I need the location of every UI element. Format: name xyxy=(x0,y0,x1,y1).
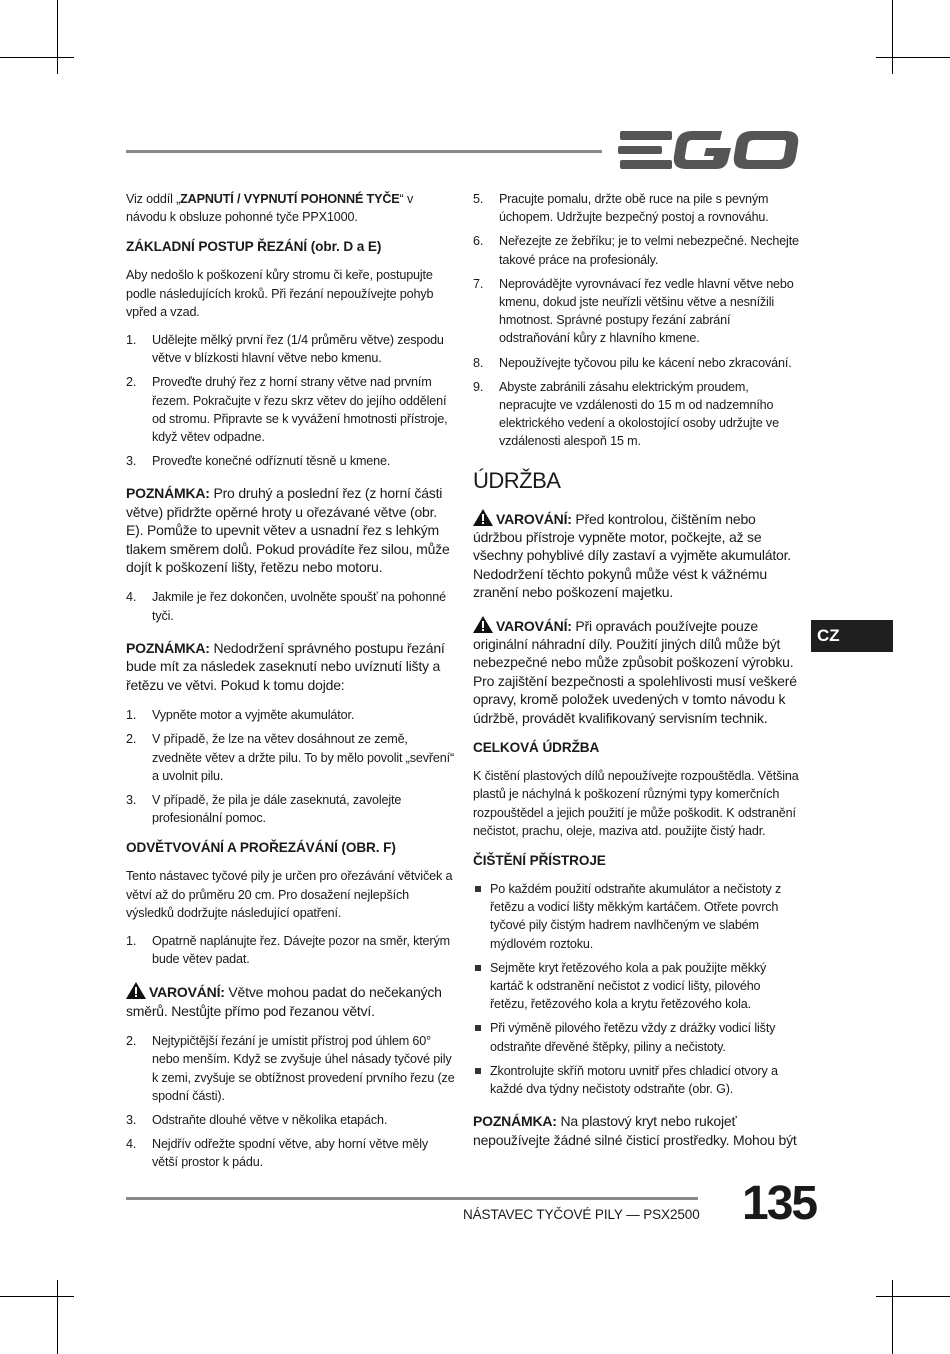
left-column xyxy=(126,190,456,1182)
warning-icon xyxy=(126,982,146,999)
list-item: 3. Proveďte konečné odříznutí těsně u kmene. xyxy=(126,454,391,469)
list-item: 4. Nejdřív odřežte spodní větve, aby horní větve měly větší prostor k pádu. xyxy=(126,1137,429,1170)
cleaning-list xyxy=(473,880,799,1098)
intro-paragraph: Viz oddíl „ZAPNUTÍ / VYPNUTÍ POHONNÉ TYČE“ v návodu k obsluze pohonné tyče PPX1000. xyxy=(126,192,414,225)
list-item: Sejměte kryt řetězového kola a pak použijte měkký kartáč k odstranění nečistot z vodicí lišty, pilového řetězu, řetězového kola a krytu řetězového kola. xyxy=(473,959,799,1014)
list-item: 7. Neprovádějte vyrovnávací řez vedle hlavní větve nebo kmenu, dokud jste neuřízli většinu větve a nesnížili hmotnost. Správné postupy řezání zabrání odstraňování kůry z hlavního kmene. xyxy=(473,276,794,346)
right-column xyxy=(473,190,799,1161)
bullet-square-icon xyxy=(475,965,481,971)
list-item: 3. Odstraňte dlouhé větve v několika etapách. xyxy=(126,1112,388,1127)
continued-steps-list xyxy=(473,190,799,451)
pruning-step1-list xyxy=(126,932,456,968)
list-item: 2. Proveďte druhý řez z horní strany větve nad prvním řezem. Pokračujte v řezu skrz větev do jejího oddělení od stromu. Připravte se k vyvážení hmotnosti přístroje, když větev odpadne. xyxy=(126,375,448,445)
list-item: 6. Neřezejte ze žebříku; je to velmi nebezpečné. Nechejte takové práce na profesionály. xyxy=(473,234,799,267)
bullet-square-icon xyxy=(475,1025,481,1031)
crop-mark xyxy=(876,1296,950,1297)
stuck-steps-list xyxy=(126,706,456,827)
warning-paragraph: VAROVÁNÍ: Větve mohou padat do nečekaných směrů. Nestůjte přímo pod řezanou větví. xyxy=(126,984,442,1019)
crop-mark xyxy=(892,0,893,74)
crop-mark xyxy=(57,1280,58,1354)
list-item: 1. Opatrně naplánujte řez. Dávejte pozor na směr, kterým bude větev padat. xyxy=(126,933,450,967)
list-item: 2. V případě, že lze na větev dosáhnout ze země, zvedněte větev a držte pilu. To by mělo povolit „sevření“ a uvolnit pilu. xyxy=(126,732,455,783)
page-number: 135 xyxy=(742,1177,817,1230)
pruning-paragraph: Tento nástavec tyčové pily je určen pro ořezávání větviček a větví až do průměru 20 cm. Pro dosažení nejlepších výsledků dodržujte následující opatření. xyxy=(126,869,453,920)
list-item: 1. Udělejte mělký první řez (1/4 průměru větve) zespodu větve v blízkosti hlavní větve nebo kmenu. xyxy=(126,333,444,366)
list-item: Zkontrolujte skříň motoru uvnitř přes chladicí otvory a každé dva týdny nečistoty odstraňte (obr. G). xyxy=(473,1062,799,1098)
crop-mark xyxy=(0,57,74,58)
crop-mark xyxy=(0,1296,74,1297)
list-item: Po každém použití odstraňte akumulátor a nečistoty z řetězu a vodicí lišty měkkým kartáčem. Otřete povrch tyčové pily čistým hadrem navlhčeným ve slabém mýdlovém roztoku. xyxy=(473,880,799,953)
crop-mark xyxy=(876,57,950,58)
warning-icon xyxy=(473,509,493,526)
list-item: 9. Abyste zabránili zásahu elektrickým proudem, nepracujte ve vzdálenosti do 15 m od nadzemního elektrického vedení a okolostojící osoby udržujte ve vzdálenosti alespoň 15 m. xyxy=(473,379,779,449)
footer-rule xyxy=(126,1197,698,1200)
pruning-steps-list xyxy=(126,1032,456,1171)
bullet-square-icon xyxy=(475,1068,481,1074)
note-paragraph: POZNÁMKA: Pro druhý a poslední řez (z horní části větve) přidržte opěrné hroty u ořezávané větve (obr. E). Pomůže to upevnit větev a usnadní řez s lehkým tlakem směrem dolů. Pokud provádíte řez silou, může dojít k poškození lišty, řetězu nebo motoru. xyxy=(126,485,450,576)
cleaning-heading: ČIŠTĚNÍ PŘÍSTROJE xyxy=(473,852,606,868)
header-rule xyxy=(126,150,602,153)
general-maintenance-paragraph: K čistění plastových dílů nepoužívejte rozpouštědla. Většina plastů je náchylná k poškození různými typy komerčních rozpouštědel a jejich použití je může poškodit. K odstranění nečistot, prachu, oleje, maziva atd. použijte čistý hadr. xyxy=(473,769,799,838)
maintenance-heading: ÚDRŽBA xyxy=(473,467,561,493)
list-item: Při výměně pilového řetězu vždy z drážky vodicí lišty odstraňte dřevěné štěpky, piliny a nečistoty. xyxy=(473,1019,799,1055)
list-item: 5. Pracujte pomalu, držte obě ruce na pile s pevným úchopem. Udržujte bezpečný postoj a rovnováhu. xyxy=(473,192,769,225)
crop-mark xyxy=(892,1280,893,1354)
language-tab: CZ xyxy=(811,620,893,652)
list-item: 3. V případě, že pila je dále zaseknutá, zavolejte profesionální pomoc. xyxy=(126,792,402,826)
step4-list xyxy=(126,588,456,624)
list-item: 8. Nepoužívejte tyčovou pilu ke kácení nebo zkracování. xyxy=(473,355,792,370)
basic-cutting-paragraph: Aby nedošlo k poškození kůry stromu či keře, postupujte podle následujících kroků. Při řezání nepoužívejte pohyb vpřed a vzad. xyxy=(126,268,434,319)
list-item: 4. Jakmile je řez dokončen, uvolněte spoušť na pohonné tyči. xyxy=(126,590,446,623)
list-item: 2. Nejtypičtější řezání je umístit přístroj pod úhlem 60° nebo menším. Když se zvyšuje úhel násady tyčové pily k zemi, zvyšuje se obtížnost provedení prvního řezu (ze spodní části). xyxy=(126,1034,455,1103)
bullet-square-icon xyxy=(475,886,481,892)
crop-mark xyxy=(57,0,58,74)
list-item: 1. Vypněte motor a vyjměte akumulátor. xyxy=(126,708,355,723)
pruning-heading: ODVĚTVOVÁNÍ A PROŘEZÁVÁNÍ (OBR. F) xyxy=(126,840,396,856)
basic-cutting-heading: ZÁKLADNÍ POSTUP ŘEZÁNÍ (obr. D a E) xyxy=(126,239,382,255)
note-paragraph: POZNÁMKA: Na plastový kryt nebo rukojeť nepoužívejte žádné silné čisticí prostředky. Mohou být xyxy=(473,1113,797,1148)
footer-title: NÁSTAVEC TYČOVÉ PILY — PSX2500 xyxy=(463,1207,700,1222)
warning-paragraph: VAROVÁNÍ: Před kontrolou, čištěním nebo údržbou přístroje vypněte motor, počkejte, až se všechny pohyblivé díly zastaví a vyjměte akumulátor. Nedodržení těchto pokynů může vést k vážnému zranění nebo poškození majetku. xyxy=(473,510,791,601)
note-paragraph: POZNÁMKA: Nedodržení správného postupu řezání bude mít za následek zaseknutí nebo uvíznutí lišty a řetězu ve větvi. Pokud k tomu dojde: xyxy=(126,639,445,693)
general-maintenance-heading: CELKOVÁ ÚDRŽBA xyxy=(473,740,600,756)
warning-icon xyxy=(473,616,493,633)
basic-steps-list xyxy=(126,331,456,470)
warning-paragraph: VAROVÁNÍ: Při opravách používejte pouze originální náhradní díly. Použití jiných dílů může být nebezpečné nebo může způsobit poškození výrobku. Pro zajištění bezpečnosti a spolehlivosti musí veškeré opravy, kromě položek uvedených v tomto návodu k údržbě, provádět kvalifikovaný servisním technik. xyxy=(473,617,797,726)
ego-logo-icon xyxy=(618,128,800,172)
